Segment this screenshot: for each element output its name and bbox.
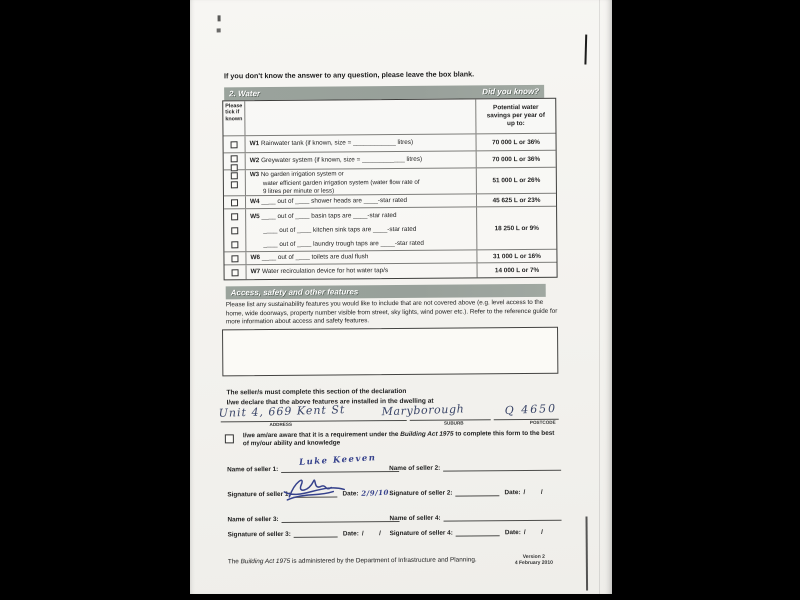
water-row-id: W6 bbox=[250, 253, 261, 261]
version-block bbox=[508, 554, 560, 566]
checkbox-W5-2 bbox=[231, 227, 238, 234]
water-row-label-W7 bbox=[247, 263, 477, 279]
name-seller-label: Name of seller 4: bbox=[389, 514, 441, 523]
name-seller-label: Name of seller 2: bbox=[389, 464, 441, 473]
awareness-checkbox bbox=[225, 434, 234, 443]
seller-name-line bbox=[443, 461, 561, 472]
checkbox-W3-2 bbox=[231, 181, 238, 188]
water-row-line: ____ out of ____ laundry trough taps are ____-star rated bbox=[263, 239, 424, 249]
savings-value-W3: 51 000 L or 26% bbox=[476, 168, 556, 194]
building-act-reference: Building Act 1975 bbox=[400, 430, 454, 439]
water-row-label-W2 bbox=[246, 151, 476, 169]
checkbox-W4 bbox=[231, 199, 238, 206]
declaration-intro: I/we declare that the above features are installed in the dwelling at bbox=[226, 397, 434, 407]
sig-seller-label: Signature of seller 4: bbox=[389, 529, 453, 538]
checkbox-W3-1 bbox=[231, 172, 238, 179]
tick-if-known-header bbox=[223, 101, 245, 135]
water-table-row bbox=[223, 133, 555, 153]
water-table-row bbox=[224, 249, 556, 265]
name-of-seller-2 bbox=[389, 460, 561, 472]
water-row-label-W5 bbox=[246, 207, 476, 251]
instruction-text: If you don't know the answer to any question, please leave the box blank. bbox=[223, 69, 475, 81]
signature-of-seller-2 bbox=[389, 485, 561, 497]
signature-of-seller-1 bbox=[227, 486, 399, 498]
tick-cell-W5 bbox=[224, 209, 246, 251]
savings-value-W7: 14 000 L or 7% bbox=[477, 263, 557, 278]
seller-signature-line bbox=[456, 526, 500, 536]
water-row-line: W7 Water recirculation device for hot water tap/s bbox=[250, 266, 389, 275]
scan-artifact-line bbox=[585, 517, 588, 591]
water-table-header-row bbox=[223, 99, 555, 136]
seller-signature-scribble bbox=[281, 472, 347, 503]
tick-cell-W4 bbox=[224, 196, 246, 208]
name-of-seller-4 bbox=[389, 510, 561, 522]
version-date: 4 February 2010 bbox=[514, 559, 553, 567]
tick-cell-W3 bbox=[224, 170, 246, 195]
water-table bbox=[222, 98, 557, 281]
seller-signature-line bbox=[455, 486, 499, 496]
declaration-heading: The seller/s must complete this section of the declaration bbox=[226, 387, 407, 397]
scanned-form-page bbox=[190, 0, 612, 594]
footer-text-pre: The bbox=[227, 558, 241, 566]
seller-name-line bbox=[282, 512, 400, 523]
sustainability-features-box bbox=[222, 327, 558, 377]
savings-value-W1: 70 000 L or 36% bbox=[475, 134, 555, 151]
seller-signature-line bbox=[294, 528, 338, 538]
seller-name-line bbox=[281, 453, 399, 473]
suburb-label: SUBURB bbox=[443, 420, 464, 426]
water-row-line: W2 Greywater system (if known, size = ____________ litres) bbox=[249, 155, 423, 164]
water-section-title: 2. Water bbox=[229, 89, 261, 99]
savings-value-W4: 45 625 L or 23% bbox=[476, 194, 556, 207]
access-section-title: Access, safety and other features bbox=[230, 287, 359, 298]
date-blank-slashes: / / bbox=[523, 528, 547, 537]
date-label: Date: bbox=[342, 490, 359, 498]
water-row-label-W3 bbox=[246, 168, 476, 195]
water-row-id: W1 bbox=[249, 139, 260, 147]
water-row-line: W1 Rainwater tank (if known, size = ____________ litres) bbox=[249, 138, 414, 147]
tick-cell-W1 bbox=[223, 136, 245, 152]
water-table-row bbox=[224, 193, 556, 209]
water-row-id: W3 bbox=[249, 171, 260, 179]
water-table-row bbox=[224, 167, 556, 196]
seller-signature-line bbox=[293, 488, 337, 498]
sig-seller-label: Signature of seller 1: bbox=[227, 490, 291, 499]
footer-act-reference: Building Act 1975 bbox=[240, 557, 291, 566]
savings-value-W6: 31 000 L or 16% bbox=[476, 250, 556, 263]
name-seller-label: Name of seller 1: bbox=[227, 465, 279, 474]
savings-header-label: Potential water savings per year of up to: bbox=[486, 103, 545, 128]
water-table-row bbox=[224, 206, 556, 252]
awareness-text-pre: I/we am/are aware that it is a requirement under the bbox=[242, 431, 401, 440]
footer-text bbox=[228, 556, 477, 565]
seller-name-line bbox=[444, 511, 562, 522]
name-seller-label: Name of seller 3: bbox=[227, 515, 279, 524]
water-table-header-spacer bbox=[245, 99, 475, 135]
date-label: Date: bbox=[504, 529, 521, 537]
page-fold-line bbox=[599, 0, 600, 594]
date-blank-slashes: / / bbox=[523, 488, 547, 497]
suburb-handwriting: Maryborough bbox=[381, 402, 465, 419]
address-line bbox=[221, 419, 407, 422]
page-content bbox=[187, 0, 614, 596]
postcode-label: POSTCODE bbox=[529, 419, 556, 425]
water-row-id: W7 bbox=[250, 267, 261, 275]
did-you-know-label: Did you know? bbox=[482, 86, 540, 97]
tick-cell-W7 bbox=[225, 265, 247, 279]
water-row-id: W4 bbox=[249, 197, 260, 205]
date-handwriting: 2/9/10. bbox=[361, 487, 393, 498]
water-row-line: W5 ____ out of ____ basin taps are ____-star rated bbox=[250, 212, 397, 221]
access-section-header bbox=[226, 284, 546, 300]
water-table-row bbox=[225, 262, 557, 280]
water-row-line: ____ out of ____ kitchen sink taps are ____-star rated bbox=[263, 225, 417, 235]
date-label: Date: bbox=[504, 489, 521, 497]
checkbox-W1 bbox=[231, 141, 238, 148]
signature-of-seller-3 bbox=[228, 526, 400, 538]
postcode-handwriting: Q 4650 bbox=[504, 401, 558, 418]
scan-artifact-mark bbox=[218, 15, 221, 21]
tick-cell-W6 bbox=[224, 252, 246, 264]
checkbox-W7 bbox=[232, 269, 239, 276]
water-row-id: W5 bbox=[250, 213, 260, 221]
water-row-line: 9 litres per minute or less) bbox=[262, 187, 335, 196]
checkbox-W5-1 bbox=[231, 213, 238, 220]
savings-value-W2: 70 000 L or 36% bbox=[476, 151, 556, 168]
water-row-line: W3 No garden irrigation system or bbox=[249, 170, 344, 179]
address-label: ADDRESS bbox=[269, 421, 293, 428]
access-section-description: Please list any sustainability features you would like to include that are not covered above (e.g. level access to the home, wide doorways, property number visible from street, sky lights, wind power etc.). Refer to the reference guide for more information about access and safety features. bbox=[225, 298, 558, 326]
water-row-label-W4 bbox=[246, 194, 476, 208]
name-of-seller-1 bbox=[227, 453, 399, 474]
water-row-label-W6 bbox=[246, 250, 476, 264]
sig-seller-label: Signature of seller 3: bbox=[227, 530, 291, 539]
sig-seller-label: Signature of seller 2: bbox=[389, 489, 453, 498]
signature-of-seller-4 bbox=[390, 525, 562, 537]
water-row-line: W4 ____ out of ____ shower heads are ____-star rated bbox=[249, 196, 408, 205]
awareness-text-post: to complete this form to the best of my/our ability and knowledge bbox=[242, 429, 555, 448]
date-blank-slashes: / / bbox=[361, 530, 385, 538]
checkbox-W5-3 bbox=[231, 241, 238, 248]
water-row-line: water efficient garden irrigation system (water flow rate of bbox=[262, 178, 420, 187]
tick-if-known-label: Please tick if known bbox=[225, 103, 243, 123]
name-of-seller-3 bbox=[227, 511, 399, 523]
savings-value-W5: 18 250 L or 9% bbox=[476, 207, 556, 250]
seller-name-handwriting: Luke Keeven bbox=[298, 453, 377, 468]
awareness-statement bbox=[243, 430, 561, 449]
date-label: Date: bbox=[342, 530, 359, 538]
scan-artifact-mark bbox=[217, 28, 221, 32]
water-table-row bbox=[224, 150, 556, 170]
checkbox-W2-1 bbox=[231, 155, 238, 162]
scan-artifact-tick bbox=[584, 35, 587, 65]
water-row-line: W6 ____ out of ____ toilets are dual flush bbox=[250, 252, 369, 261]
version-label: Version 2 bbox=[522, 553, 545, 561]
tick-cell-W2 bbox=[224, 153, 246, 169]
address-handwriting: Unit 4, 669 Kent St bbox=[218, 403, 346, 420]
water-row-label-W1 bbox=[245, 134, 475, 152]
water-row-id: W2 bbox=[249, 156, 260, 164]
checkbox-W6 bbox=[231, 255, 238, 262]
savings-header-cell bbox=[475, 99, 555, 134]
footer-text-post: is administered by the Department of Infrastructure and Planning. bbox=[290, 556, 477, 565]
